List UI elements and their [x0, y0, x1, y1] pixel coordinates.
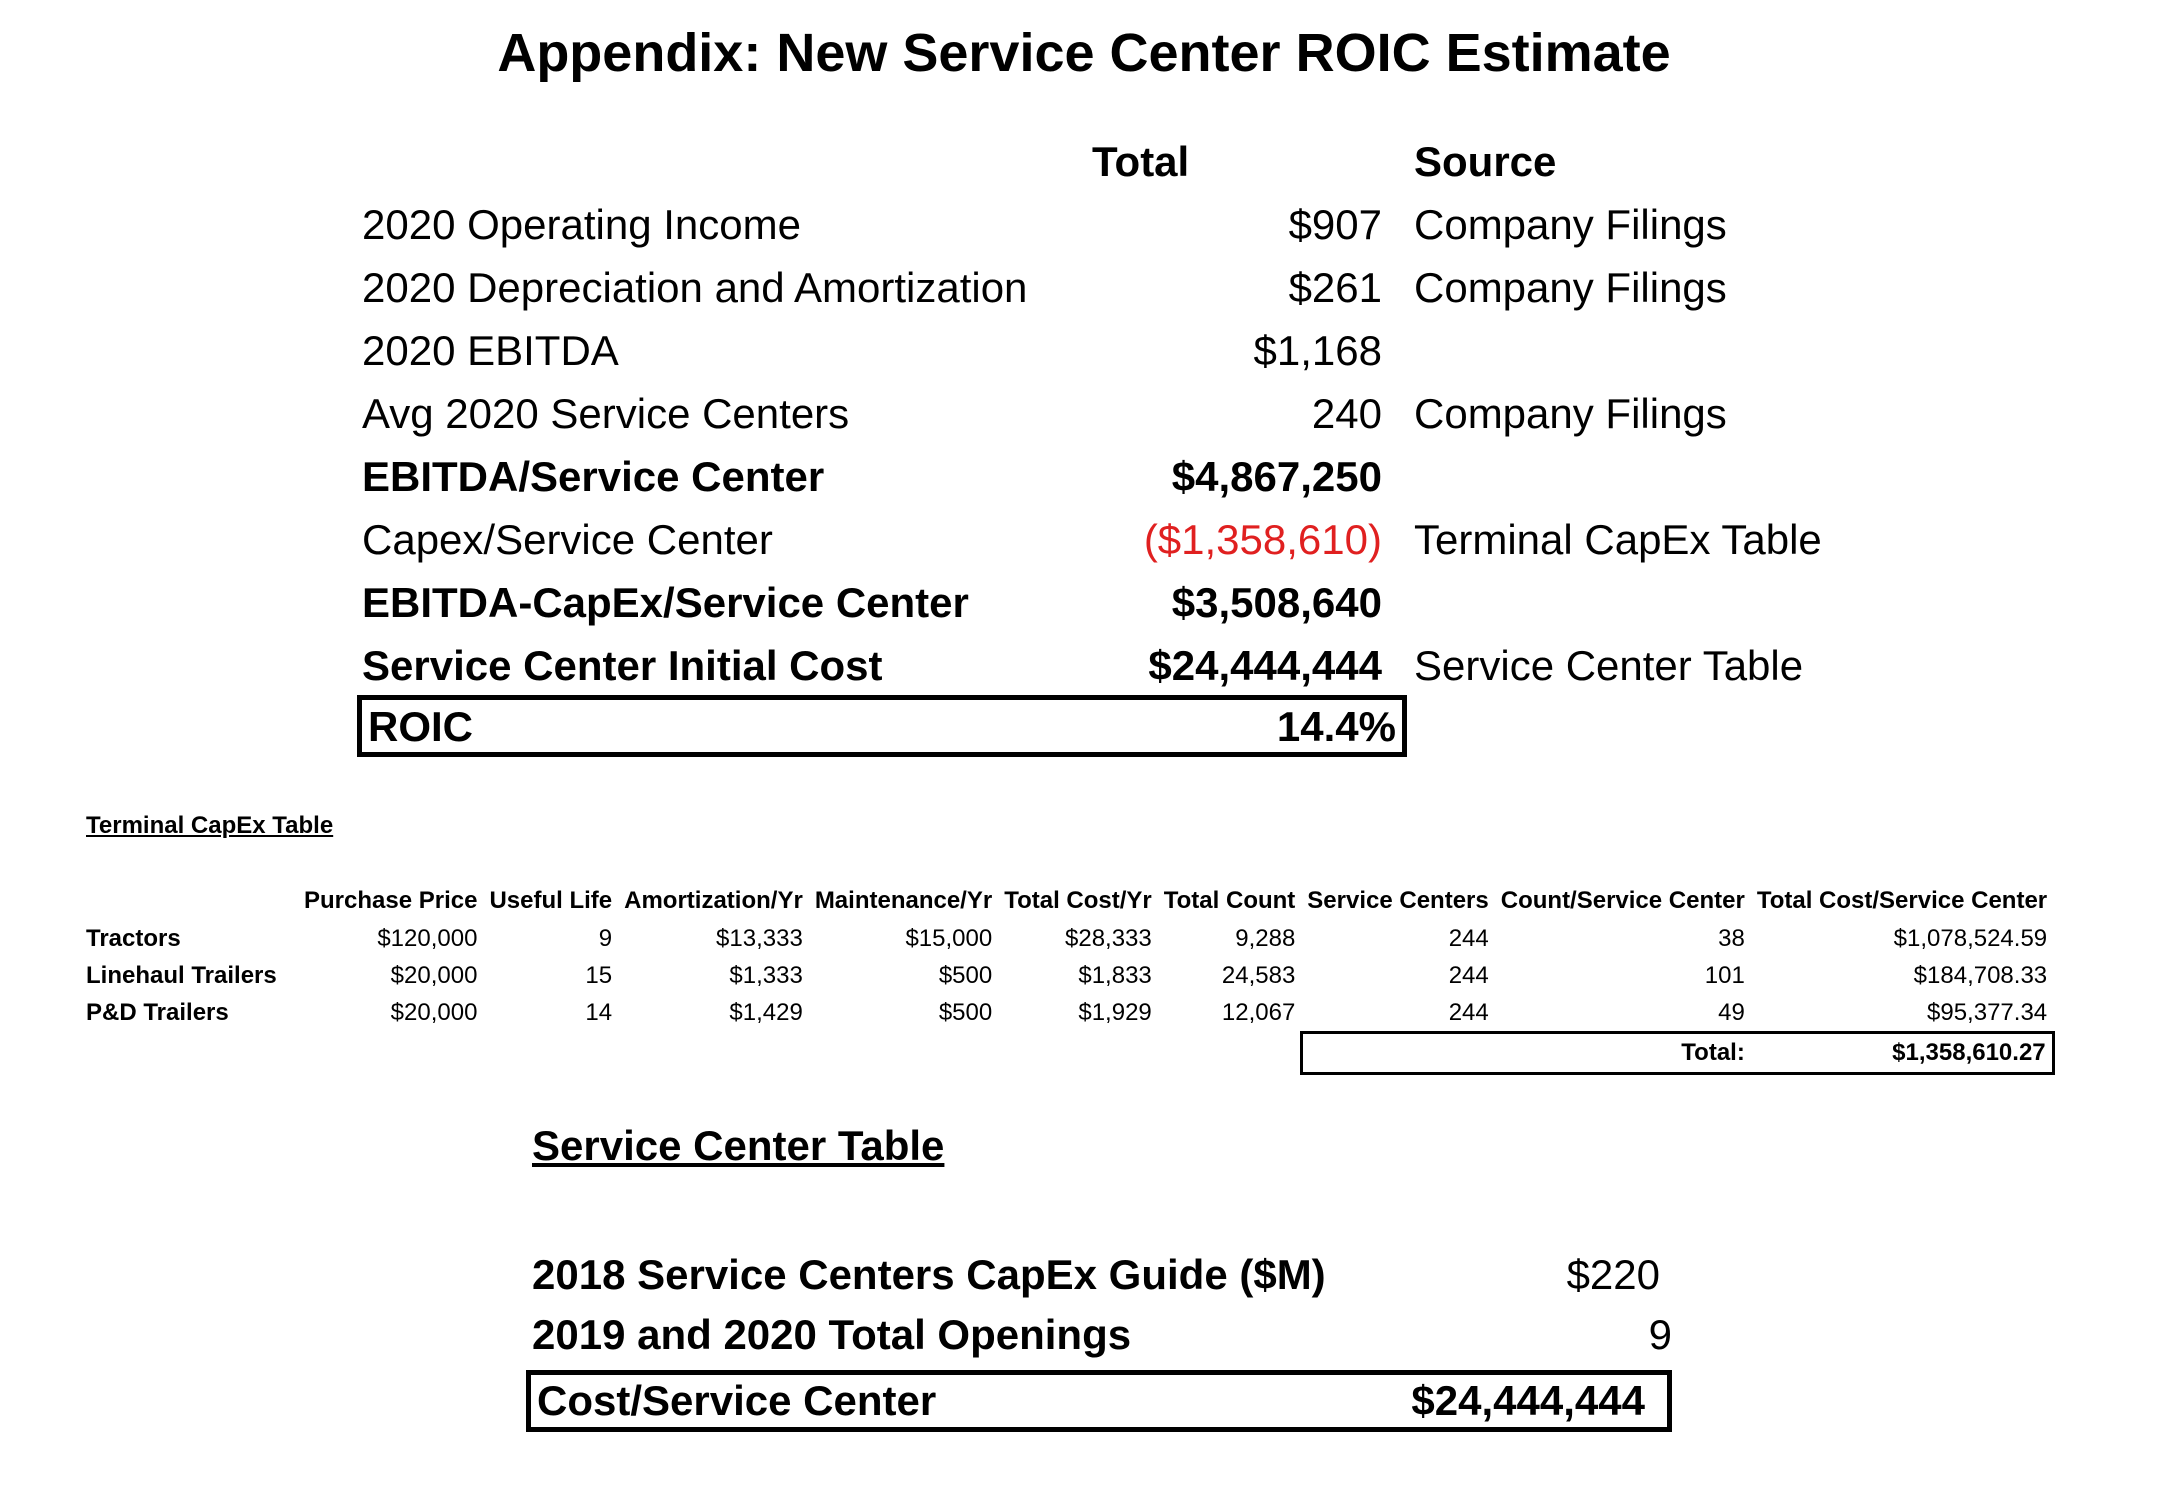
service-center-table [532, 1245, 1672, 1424]
table-cell: $1,929 [1078, 999, 1152, 1027]
table-cell: $20,000 [390, 999, 478, 1027]
cost-per-center-box [526, 1370, 1672, 1432]
table-cell: 9 [598, 924, 613, 952]
column-header: Useful Life [489, 887, 613, 914]
blank-cell [86, 1033, 1301, 1074]
roic-estimate-table [362, 130, 1902, 750]
column-header: Count/Service Center [1500, 887, 1745, 914]
table-row [86, 920, 2053, 957]
capex-table-title: Terminal CapEx Table [86, 812, 334, 839]
row-total: $1,168 [1253, 327, 1382, 374]
sc-row-openings [532, 1305, 1672, 1365]
row-label: Capex/Service Center [362, 516, 773, 563]
blank-cell [1301, 1033, 1494, 1074]
column-header: Total Cost/Yr [1004, 887, 1152, 914]
row-label: 2020 Depreciation and Amortization [362, 264, 1028, 311]
row-label: 2020 Operating Income [362, 201, 801, 248]
row-label: 2019 and 2020 Total Openings [532, 1311, 1132, 1358]
table-cell: $1,833 [1078, 961, 1152, 989]
table-cell: 101 [1704, 961, 1745, 989]
table-cell: $1,078,524.59 [1893, 924, 2048, 952]
table-cell: 24,583 [1221, 961, 1296, 989]
row-total: $907 [1288, 201, 1382, 248]
table-cell: 12,067 [1221, 999, 1296, 1027]
table-cell: $1,429 [729, 999, 803, 1027]
sc-row-capex-guide [532, 1245, 1672, 1305]
row-label: Avg 2020 Service Centers [362, 390, 850, 437]
table-cell: 244 [1448, 961, 1489, 989]
capex-total-row [86, 1033, 2053, 1074]
row-label: Service Center Initial Cost [362, 642, 883, 689]
table-row [86, 994, 2053, 1033]
row-source: Company Filings [1414, 264, 1727, 311]
cost-per-center-label: Cost/Service Center [537, 1377, 937, 1424]
capex-total-value: $1,358,610.27 [1751, 1033, 2053, 1074]
row-name: P&D Trailers [86, 999, 229, 1027]
table-cell: $120,000 [377, 924, 478, 952]
roic-row-ebitda-minus-capex [362, 571, 1902, 634]
row-source: Service Center Table [1414, 642, 1804, 689]
table-cell: $500 [938, 961, 993, 989]
table-cell: $13,333 [716, 924, 803, 952]
table-cell: 244 [1448, 924, 1489, 952]
service-center-table-title: Service Center Table [532, 1122, 945, 1169]
total-column-header: Total [1092, 138, 1190, 185]
row-total: $261 [1288, 264, 1382, 311]
row-total-negative: ($1,358,610) [1143, 516, 1382, 563]
row-name: Tractors [86, 924, 181, 952]
row-value: 9 [1648, 1311, 1672, 1358]
row-total: $4,867,250 [1171, 453, 1382, 500]
row-source: Company Filings [1414, 201, 1727, 248]
column-header: Total Count [1163, 887, 1296, 914]
roic-row-ebitda [362, 319, 1902, 382]
roic-row-operating-income [362, 193, 1902, 256]
table-cell: $1,333 [729, 961, 803, 989]
source-column-header: Source [1414, 138, 1557, 185]
roic-row-ebitda-per-center [362, 445, 1902, 508]
table-row [86, 957, 2053, 994]
table-cell: $95,377.34 [1927, 998, 2048, 1026]
column-header: Maintenance/Yr [814, 887, 993, 914]
row-total: $24,444,444 [1148, 642, 1382, 689]
roic-result-value: 14.4% [1276, 703, 1396, 750]
row-label: 2020 EBITDA [362, 327, 619, 374]
column-header: Total Cost/Service Center [1756, 887, 2048, 914]
row-label: EBITDA/Service Center [362, 453, 825, 500]
capex-header-row [86, 882, 2053, 920]
page-title: Appendix: New Service Center ROIC Estimate [497, 23, 1671, 83]
row-total: 240 [1311, 390, 1382, 437]
blank-header [86, 882, 298, 920]
roic-row-capex-per-center [362, 508, 1902, 571]
row-name: Linehaul Trailers [86, 961, 277, 989]
table-cell: 15 [585, 961, 613, 989]
table-cell: 38 [1718, 924, 1745, 952]
column-header: Amortization/Yr [624, 887, 803, 914]
capex-total-label: Total: [1495, 1033, 1751, 1074]
column-header: Service Centers [1307, 887, 1489, 914]
roic-header-row [362, 130, 1902, 193]
roic-row-initial-cost [362, 634, 1902, 697]
table-cell: 49 [1718, 998, 1745, 1026]
row-total: $3,508,640 [1171, 579, 1382, 626]
table-cell: $184,708.33 [1913, 961, 2048, 989]
terminal-capex-table [86, 882, 2055, 1075]
roic-row-service-centers [362, 382, 1902, 445]
table-cell: 14 [585, 999, 613, 1027]
table-cell: $28,333 [1065, 924, 1152, 952]
roic-result-box [357, 695, 1407, 757]
table-cell: $20,000 [390, 961, 478, 989]
roic-result-label: ROIC [368, 703, 473, 750]
roic-row-depreciation [362, 256, 1902, 319]
cost-per-center-value: $24,444,444 [1411, 1377, 1645, 1424]
table-cell: $15,000 [905, 924, 993, 952]
row-source: Terminal CapEx Table [1414, 516, 1822, 563]
row-value: $220 [1566, 1251, 1660, 1298]
table-cell: 9,288 [1235, 924, 1296, 952]
row-label: 2018 Service Centers CapEx Guide ($M) [532, 1251, 1326, 1298]
table-cell: $500 [938, 999, 993, 1027]
table-cell: 244 [1448, 998, 1489, 1026]
column-header: Purchase Price [304, 887, 478, 914]
row-source: Company Filings [1414, 390, 1727, 437]
row-label: EBITDA-CapEx/Service Center [362, 579, 969, 626]
